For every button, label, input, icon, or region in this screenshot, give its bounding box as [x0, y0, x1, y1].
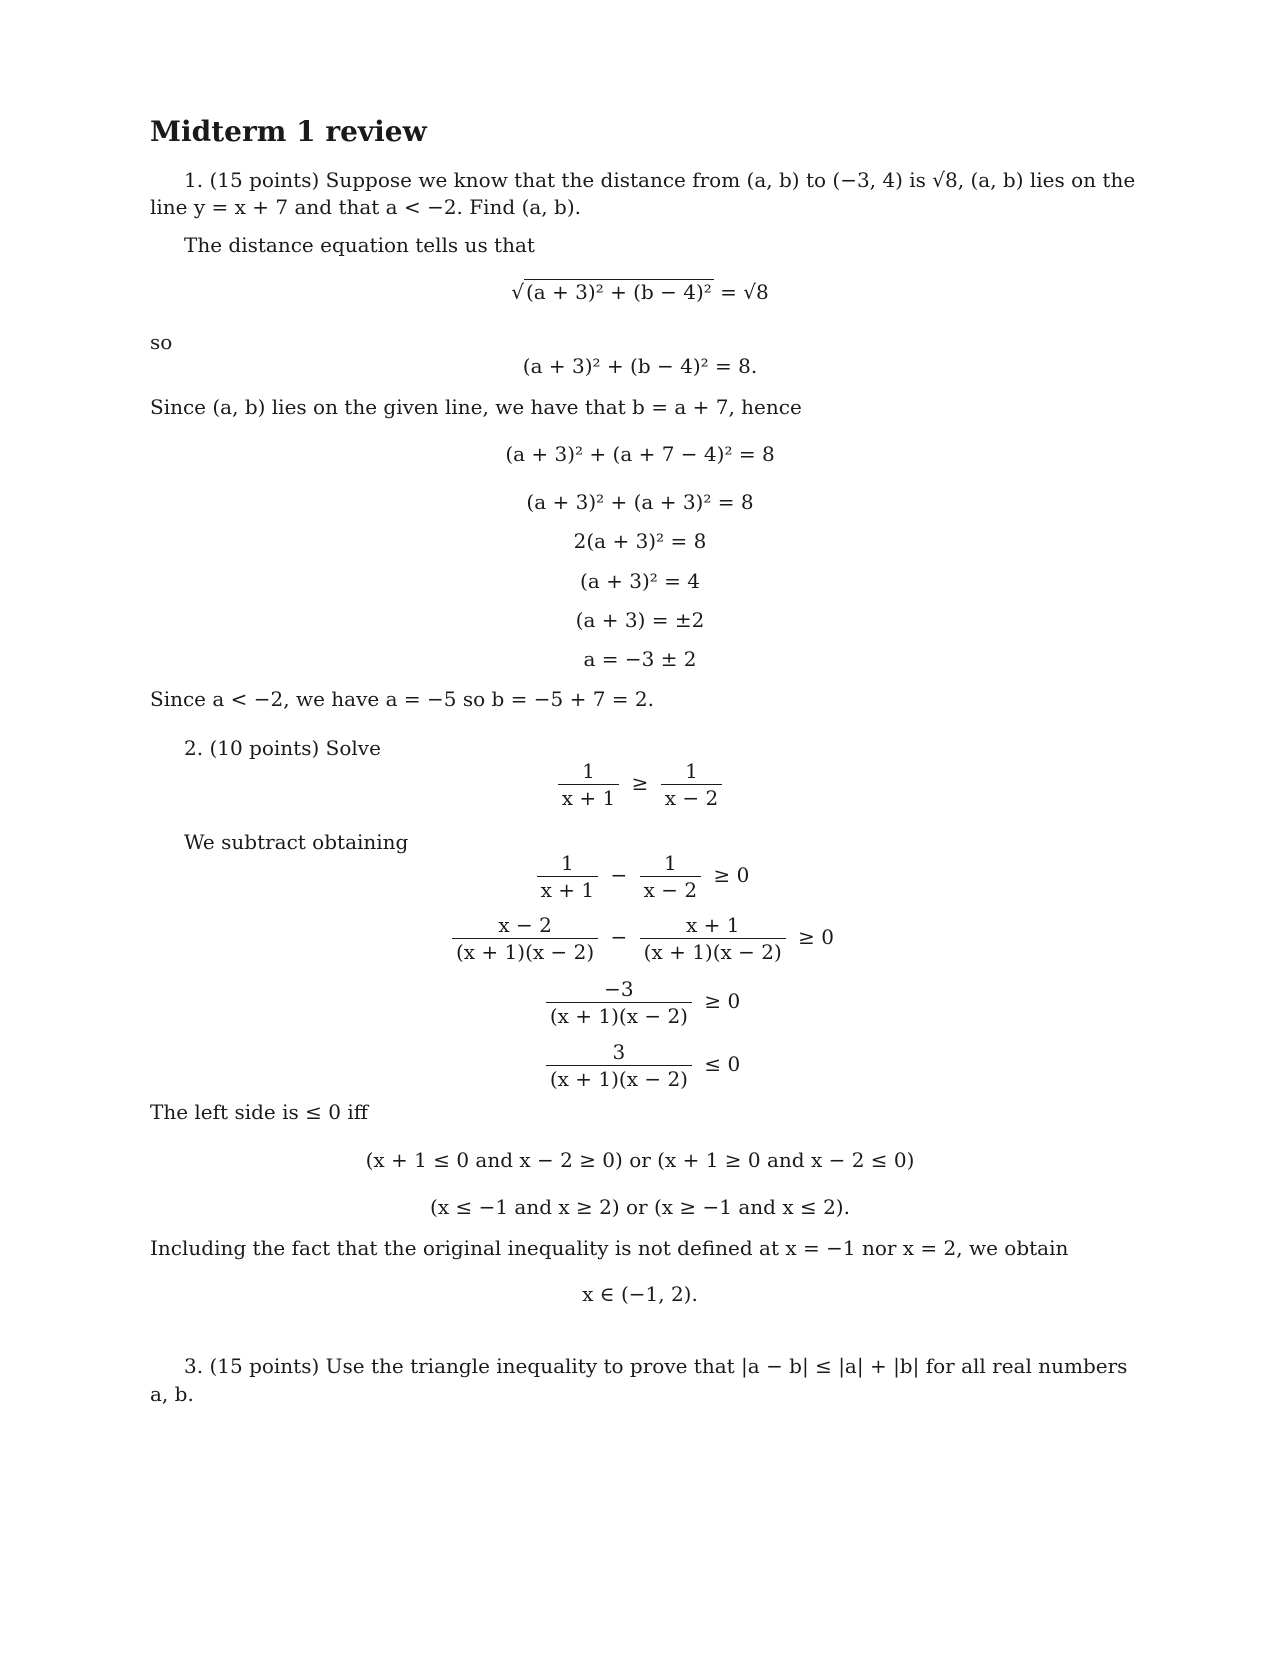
q2-answer: x ∈ (−1, 2).: [582, 1282, 698, 1306]
q2-points: (10 points): [209, 736, 320, 760]
inequality-operator: ≥: [631, 771, 649, 795]
q1-number: 1.: [184, 168, 204, 192]
q1-step-6: a = −3 ± 2: [583, 647, 697, 671]
sqrt-symbol: √ (a + 3)² + (b − 4)²: [511, 280, 712, 304]
inequality-tail: ≤ 0: [704, 1052, 741, 1076]
q2-step-2: $\frac{x - 2}{(x + 1)(x - 2)}$ − $\frac{x + 1}{(x + 1)(x - 2)}$ ≥ 0: [150, 912, 1130, 965]
q3-statement-text: Use the triangle inequality to prove that |a − b| ≤ |a| + |b| for all real numbers: [325, 1354, 1128, 1378]
q2-step-1: $\frac{1}{x + 1}$ − $\frac{1}{x - 2}$ ≥ 0: [150, 850, 1130, 903]
inequality-tail: ≥ 0: [713, 863, 750, 887]
fraction: $\frac{1}{x - 2}$: [661, 758, 722, 811]
q2-condition-2: (x ≤ −1 and x ≥ 2) or (x ≥ −1 and x ≤ 2).: [430, 1195, 850, 1219]
q1-intro: The distance equation tells us that: [184, 233, 535, 257]
inequality-tail: ≥ 0: [798, 925, 835, 949]
fraction: $\frac{x + 1}{(x + 1)(x - 2)}$: [640, 912, 786, 965]
q2-including: Including the fact that the original inequality is not defined at x = −1 nor x = 2, we obtain: [150, 1236, 1069, 1260]
q2-condition-1: (x + 1 ≤ 0 and x − 2 ≥ 0) or (x + 1 ≥ 0 and x − 2 ≤ 0): [365, 1148, 915, 1172]
fraction: $\frac{x - 2}{(x + 1)(x - 2)}$: [452, 912, 598, 965]
q1-step-3: 2(a + 3)² = 8: [573, 529, 707, 553]
q1-squared-equation: (a + 3)² + (b − 4)² = 8.: [522, 354, 758, 378]
q1-conclusion: Since a < −2, we have a = −5 so b = −5 + 7 = 2.: [150, 687, 654, 711]
fraction: $\frac{1}{x - 2}$: [640, 850, 701, 903]
q3-points: (15 points): [209, 1354, 320, 1378]
q1-statement-text: Suppose we know that the distance from (a, b) to (−3, 4) is √8, (a, b) lies on the: [325, 168, 1136, 192]
q1-so: so: [150, 330, 173, 354]
q1-statement-line2: line y = x + 7 and that a < −2. Find (a, b).: [150, 195, 581, 219]
q1-step-2: (a + 3)² + (a + 3)² = 8: [526, 490, 754, 514]
q1-points: (15 points): [209, 168, 320, 192]
q1-statement-line1: [184, 166, 1135, 194]
q1-since-line: Since (a, b) lies on the given line, we have that b = a + 7, hence: [150, 395, 802, 419]
q2-left-side: The left side is ≤ 0 iff: [150, 1100, 368, 1124]
sqrt-radicand: (a + 3)² + (b − 4)²: [525, 280, 712, 304]
q2-step-4: [150, 1039, 1130, 1092]
q2-subtract-text: We subtract obtaining: [184, 830, 409, 854]
inequality-tail: ≥ 0: [704, 989, 741, 1013]
fraction: $\frac{-3}{(x + 1)(x - 2)}$: [546, 976, 692, 1029]
q2-step-3: [150, 976, 1130, 1029]
q2-inequality: [150, 758, 1130, 811]
fraction: $\frac{1}{x + 1}$: [537, 850, 598, 903]
q1-step-4: (a + 3)² = 4: [580, 569, 700, 593]
q3-number: 3.: [184, 1354, 204, 1378]
fraction: $\frac{1}{x + 1}$: [558, 758, 619, 811]
q1-step-1: (a + 3)² + (a + 7 − 4)² = 8: [505, 442, 775, 466]
q3-statement-line2: a, b.: [150, 1382, 194, 1406]
q1-step-5: (a + 3) = ±2: [575, 608, 705, 632]
q2-verb: Solve: [325, 736, 381, 760]
fraction: $\frac{3}{(x + 1)(x - 2)}$: [546, 1039, 692, 1092]
q2-number: 2.: [184, 736, 204, 760]
q1-sqrt-equation: [150, 278, 1130, 306]
q3-statement-line1: [184, 1352, 1127, 1380]
sqrt-equation-rhs: = √8: [720, 280, 769, 304]
page-title: Midterm 1 review: [150, 115, 427, 148]
